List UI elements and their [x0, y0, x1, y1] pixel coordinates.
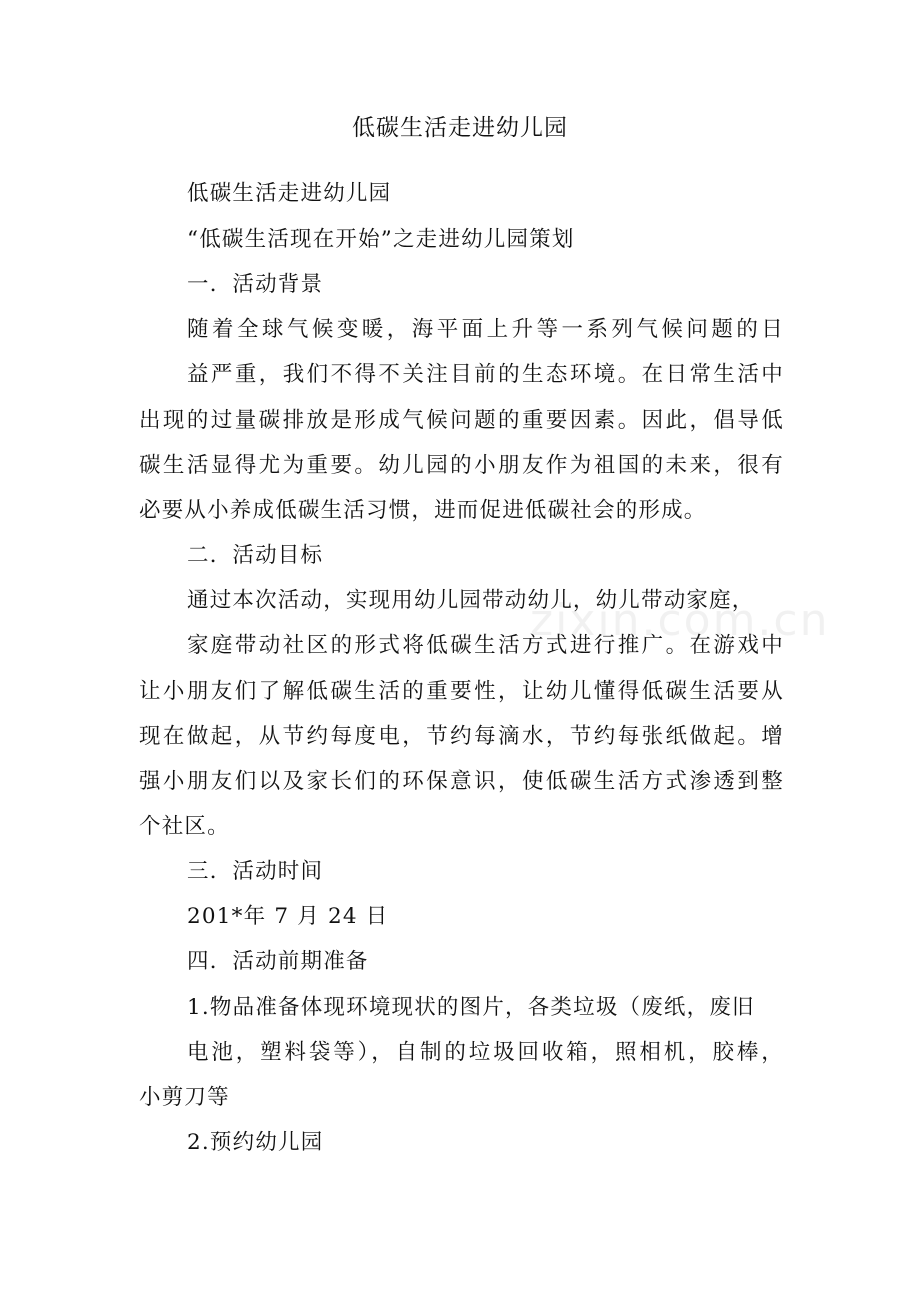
list-item-line: 1.物品准备体现环境现状的图片，各类垃圾（废纸，废旧 — [187, 995, 755, 1020]
paragraph-line: 益严重，我们不得不关注目前的生态环境。在日常生活中 — [187, 362, 784, 387]
list-item-line: 电池，塑料袋等），自制的垃圾回收箱，照相机，胶棒， — [187, 1040, 784, 1065]
plan-title-line: “低碳生活现在开始”之走进幼儿园策划 — [187, 227, 575, 252]
paragraph-line: 家庭带动社区的形式将低碳生活方式进行推广。在游戏中 — [187, 633, 784, 658]
paragraph-line: 让小朋友们了解低碳生活的重要性，让幼儿懂得低碳生活要从 — [139, 679, 784, 704]
paragraph-line: 出现的过量碳排放是形成气候问题的重要因素。因此，倡导低 — [139, 408, 784, 433]
list-item-line: 小剪刀等 — [139, 1085, 230, 1110]
paragraph-line: 必要从小养成低碳生活习惯，进而促进低碳社会的形成。 — [139, 498, 707, 523]
watermark: zixin.com.cn — [530, 595, 830, 646]
paragraph-line: 强小朋友们以及家长们的环保意识，使低碳生活方式渗透到整 — [139, 769, 784, 794]
list-item-line: 2.预约幼儿园 — [187, 1130, 324, 1155]
paragraph-line: 通过本次活动，实现用幼儿园带动幼儿，幼儿带动家庭， — [187, 588, 755, 613]
section-heading-background: 一．活动背景 — [187, 272, 324, 297]
activity-date: 201*年 7 月 24 日 — [187, 904, 389, 929]
paragraph-line: 碳生活显得尤为重要。幼儿园的小朋友作为祖国的未来，很有 — [139, 453, 784, 478]
paragraph-line: 随着全球气候变暖，海平面上升等一系列气候问题的日 — [187, 317, 784, 342]
subtitle-line: 低碳生活走进幼儿园 — [187, 181, 392, 206]
section-heading-time: 三．活动时间 — [187, 859, 324, 884]
paragraph-line: 个社区。 — [139, 814, 230, 839]
document-title: 低碳生活走进幼儿园 — [352, 115, 568, 141]
paragraph-line: 现在做起，从节约每度电，节约每滴水，节约每张纸做起。增 — [139, 724, 784, 749]
section-heading-preparation: 四．活动前期准备 — [187, 949, 369, 974]
section-heading-goals: 二．活动目标 — [187, 543, 324, 568]
